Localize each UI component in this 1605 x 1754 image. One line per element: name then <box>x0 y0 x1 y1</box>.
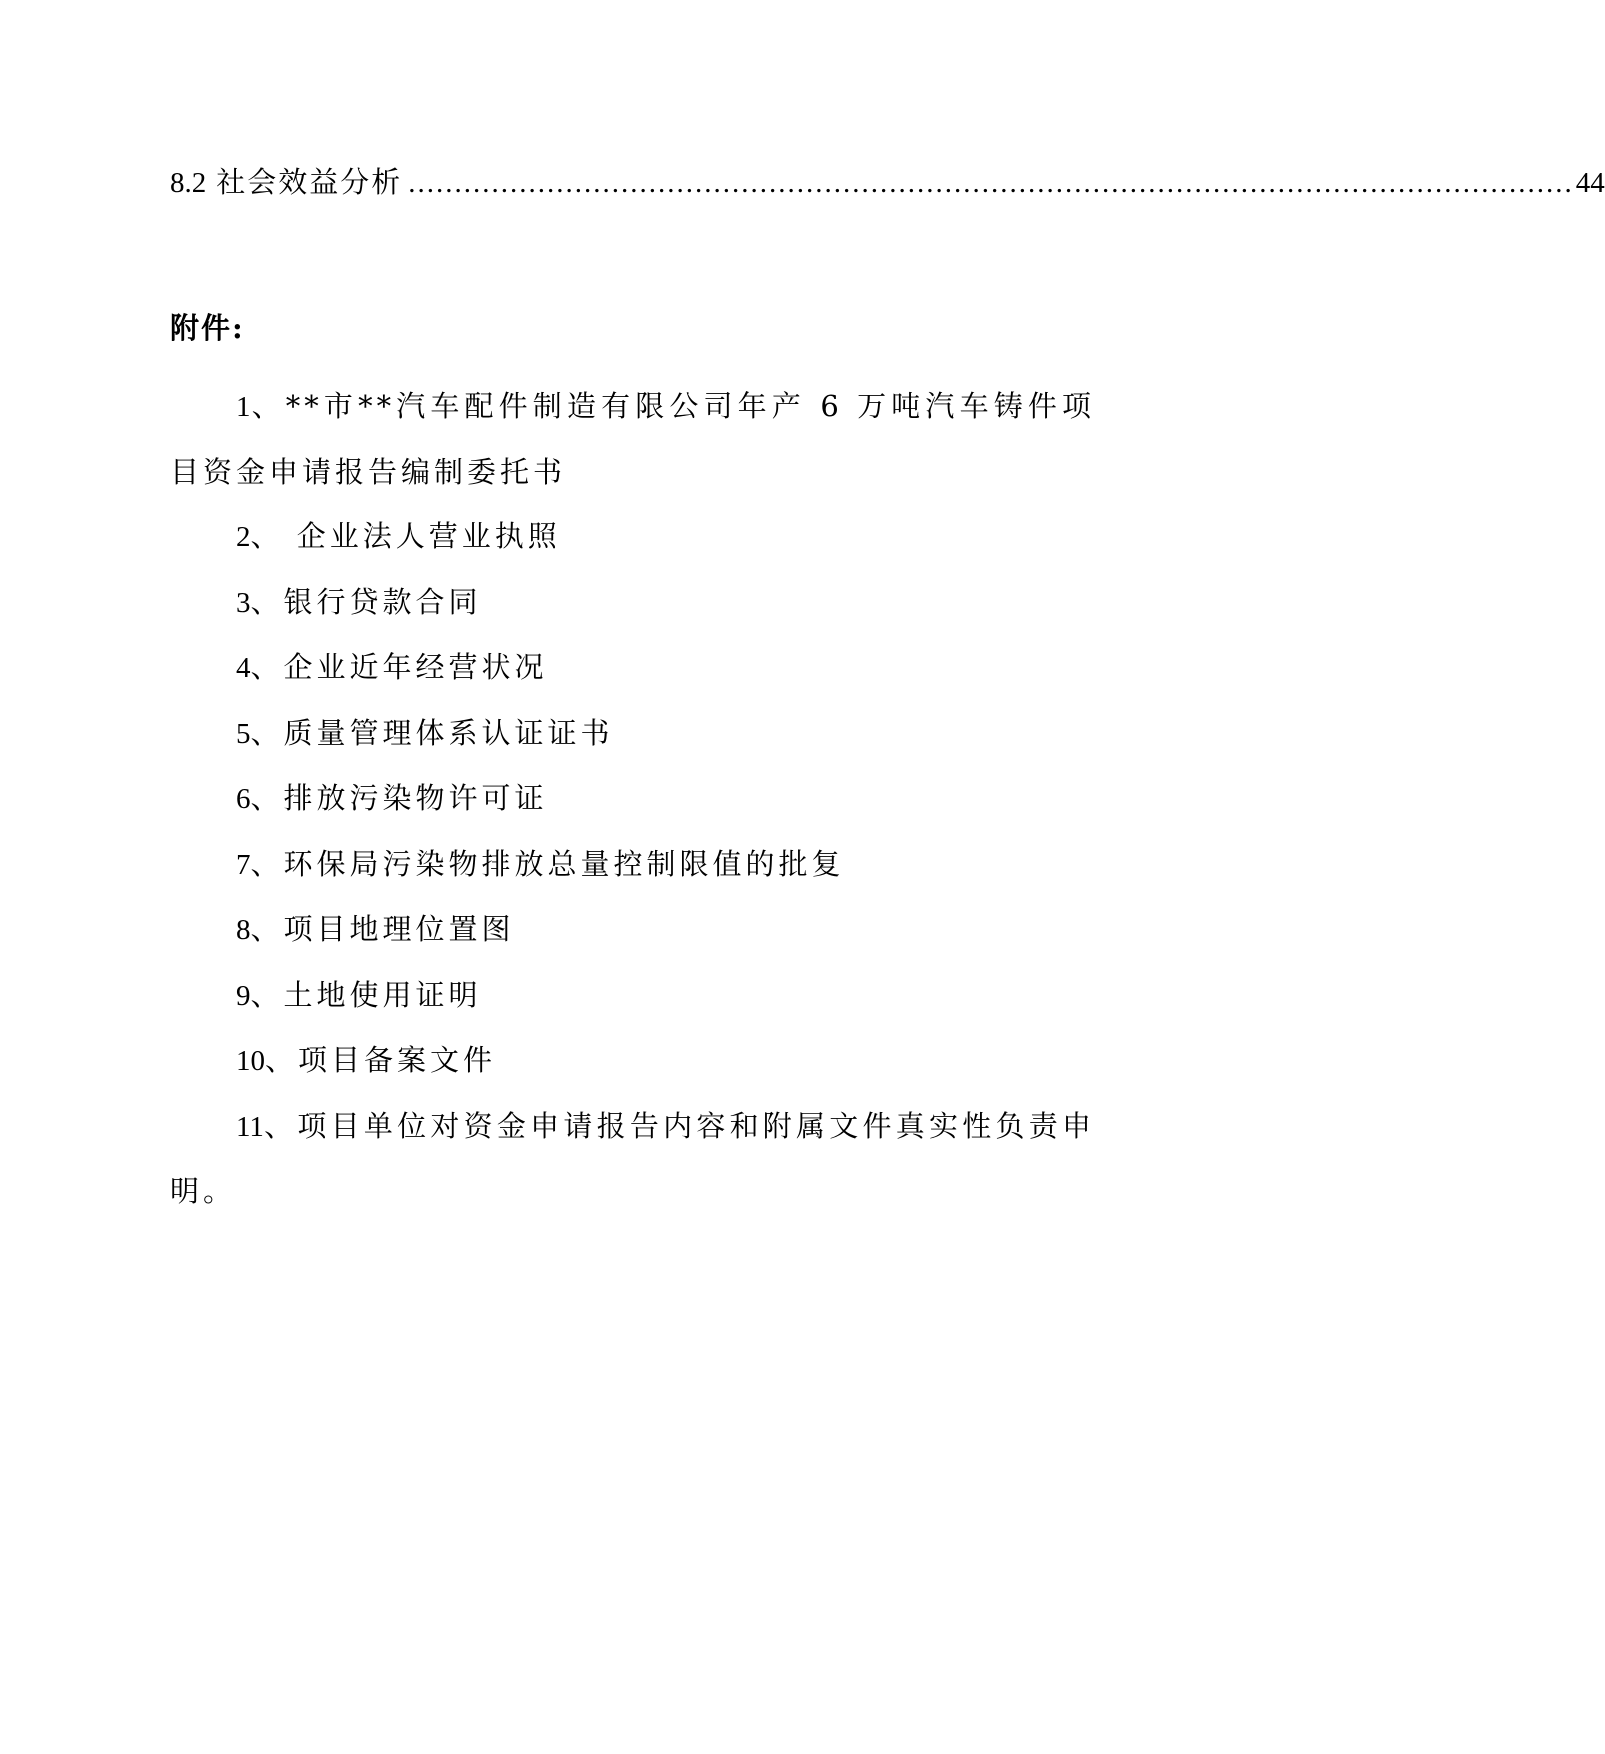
attachment-item <box>170 963 1095 1029</box>
toc-entry <box>170 160 1605 204</box>
toc-entry-page: 44 <box>1575 167 1605 199</box>
attachment-item-number: 4 <box>236 652 251 684</box>
attachments-list <box>170 374 1095 1224</box>
toc-entry-title: 社会效益分析 <box>216 165 403 199</box>
attachment-item-text: 、项目备案文件 <box>265 1043 497 1077</box>
attachment-item-text: 、**市**汽车配件制造有限公司年产 6 万吨汽车铸件项目资金申请报告编制委托书 <box>170 389 1095 489</box>
attachment-item-text: 、项目单位对资金申请报告内容和附属文件真实性负责申明。 <box>170 1108 1095 1208</box>
attachment-item <box>170 1094 1095 1224</box>
attachment-item-text: 、 企业法人营业执照 <box>250 519 561 553</box>
attachment-item-number: 11 <box>236 1110 264 1143</box>
attachment-item-number: 5 <box>236 717 251 750</box>
toc-dot-leader: .............................................................................................................................. <box>408 167 1574 199</box>
attachment-item <box>170 570 1095 636</box>
attachment-item-number: 3 <box>236 586 251 619</box>
attachment-item <box>170 504 1095 570</box>
attachment-item-text: 、土地使用证明 <box>250 977 482 1012</box>
attachment-item-text: 、项目地理位置图 <box>250 912 515 946</box>
toc-entry-number: 8.2 <box>170 167 207 199</box>
attachment-item-text: 、排放污染物许可证 <box>250 781 548 815</box>
attachment-item-text: 、企业近年经营状况 <box>250 650 548 684</box>
attachment-item-number: 9 <box>236 979 251 1012</box>
attachment-item-number: 1 <box>236 391 251 423</box>
attachment-item <box>170 897 1095 963</box>
attachment-item <box>170 701 1095 767</box>
attachment-item-text: 、环保局污染物排放总量控制限值的批复 <box>250 846 845 881</box>
attachments-heading: 附件: <box>170 311 245 345</box>
attachment-item-number: 6 <box>236 783 251 815</box>
attachment-item <box>170 1028 1095 1094</box>
attachment-item <box>170 635 1095 701</box>
attachment-item <box>170 766 1095 832</box>
attachment-item-number: 10 <box>236 1045 265 1077</box>
attachment-item-number: 7 <box>236 848 251 881</box>
attachment-item-text: 、银行贷款合同 <box>250 584 482 619</box>
attachment-item-number: 8 <box>236 914 251 946</box>
attachment-item <box>170 374 1095 504</box>
attachment-item-number: 2 <box>236 521 251 553</box>
attachment-item-text: 、质量管理体系认证证书 <box>250 715 614 750</box>
attachment-item <box>170 832 1095 898</box>
